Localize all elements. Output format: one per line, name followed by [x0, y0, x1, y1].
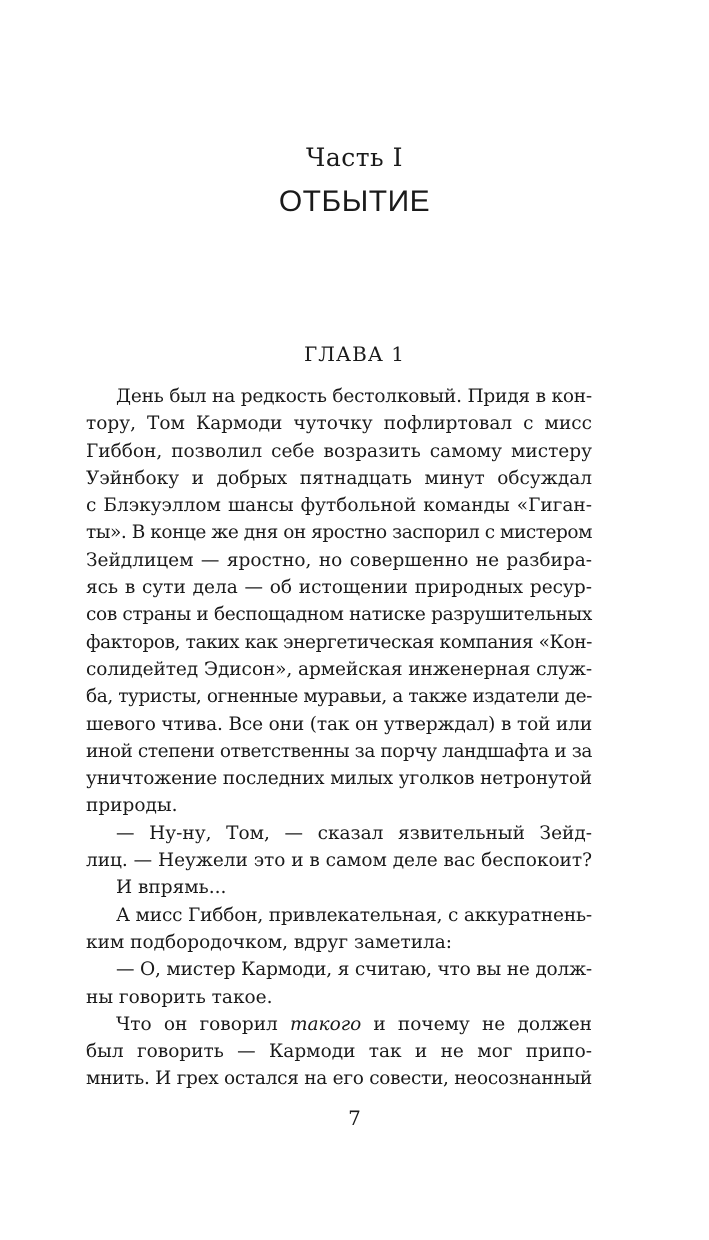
text-line: иной степени ответственны за порчу ландшафта и за [86, 740, 592, 762]
emphasized-word: такого [289, 1013, 362, 1035]
text-line: мнить. И грех остался на его совести, неосознанный [86, 1068, 592, 1090]
text-line: ясь в сути дела — об истощении природных ресур- [86, 577, 592, 599]
text-line: лиц. — Неужели это и в самом деле вас беспокоит? [86, 850, 592, 872]
text-line: ба, туристы, огненные муравьи, а также издатели де- [86, 686, 592, 708]
text-line: Гиббон, позволил себе возразить самому мистеру [86, 440, 592, 462]
text-line: ким подбородочком, вдруг заметила: [86, 931, 453, 953]
text-line: факторов, таких как энергетическая компания «Кон- [86, 631, 592, 653]
body-text [86, 383, 592, 1093]
text-line: ны говорить такое. [86, 986, 273, 1008]
text-line: шевого чтива. Все они (так он утверждал) в той или [86, 713, 593, 735]
text-line: — О, мистер Кармоди, я считаю, что вы не долж- [116, 959, 592, 981]
text-line: ты». В конце же дня он яростно заспорил с мистером [86, 522, 593, 544]
text-line: — Ну-ну, Том, — сказал язвительный Зейд- [116, 822, 592, 844]
text-line: с Блэкуэллом шансы футбольной команды «Гиган- [86, 495, 592, 517]
text-line: День был на редкость бестолковый. Придя в кон- [116, 386, 592, 407]
text-line: природы. [86, 795, 178, 817]
text-line [86, 1011, 592, 1038]
page-number: 7 [348, 1106, 361, 1130]
text-line: сов страны и беспощадном натиске разрушительных [86, 604, 593, 626]
chapter-title: ГЛАВА 1 [303, 342, 405, 366]
text-fragment: Что он говорил [116, 1013, 290, 1035]
text-line: был говорить — Кармоди так и не мог припо- [86, 1041, 592, 1063]
text-line: Зейдлицем — яростно, но совершенно не разбира- [86, 549, 592, 571]
part-label: Часть I [306, 143, 403, 172]
text-line: солидейтед Эдисон», армейская инженерная служ- [86, 658, 593, 680]
text-fragment: и почему не должен [361, 1013, 593, 1035]
text-line: тору, Том Кармоди чуточку пофлиртовал с мисс [86, 413, 592, 435]
text-line: Уэйнбоку и добрых пятнадцать минут обсуждал [86, 467, 592, 489]
text-line: И впрямь... [116, 877, 227, 899]
text-line: А мисс Гиббон, привлекательная, с аккуратнень- [116, 904, 592, 926]
part-title: ОТБЫТИЕ [278, 185, 431, 218]
text-line: уничтожение последних милых уголков нетронутой [86, 768, 592, 790]
